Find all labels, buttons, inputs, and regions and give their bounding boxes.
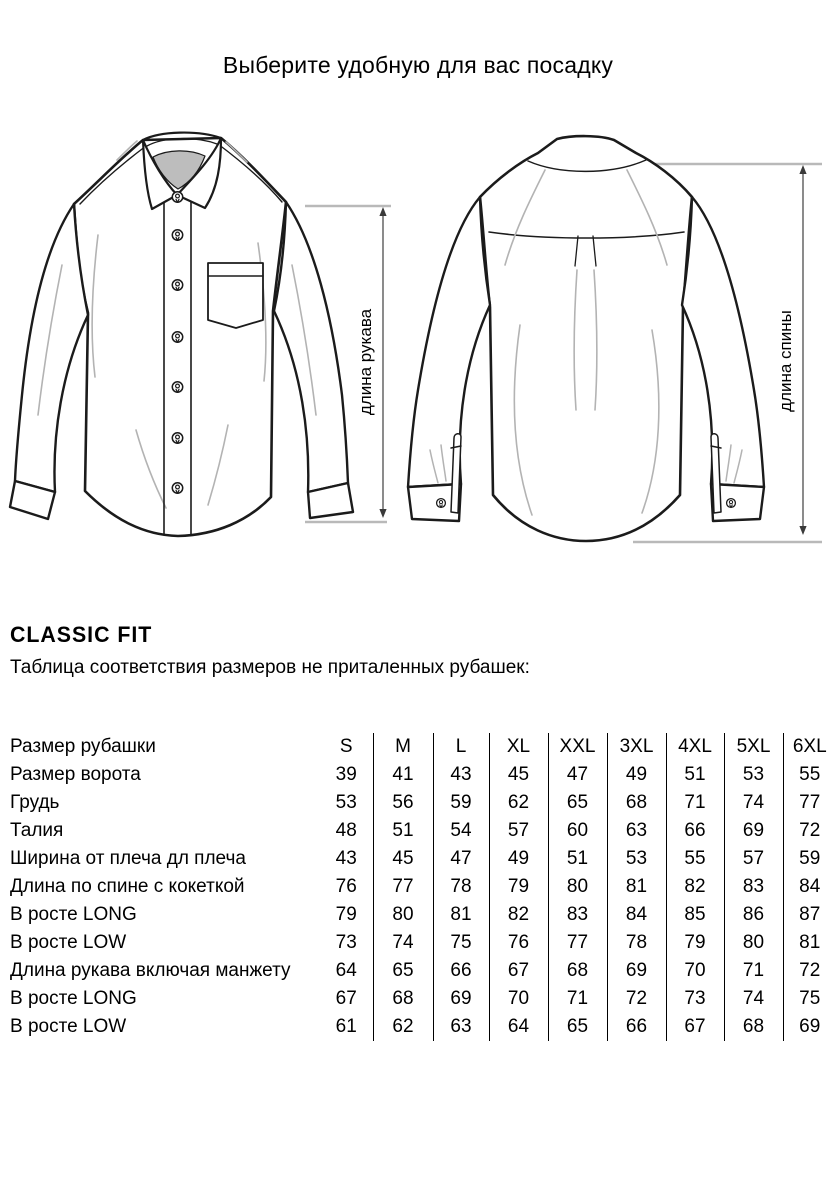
size-value-cell: 67: [666, 1013, 724, 1041]
size-value-cell: 66: [666, 817, 724, 845]
size-value-cell: 68: [607, 789, 666, 817]
size-table: [10, 733, 836, 1041]
size-value-cell: 73: [335, 932, 357, 953]
size-value-cell: 49: [489, 845, 548, 873]
table-row: [10, 789, 836, 817]
shirt-front-drawing: [10, 133, 353, 536]
row-label: В росте LONG: [10, 988, 137, 1009]
size-value-cell: 69: [783, 1013, 836, 1041]
chest-pocket: [208, 263, 263, 328]
size-value-cell: 84: [783, 873, 836, 901]
row-label: Размер ворота: [10, 764, 141, 785]
size-value-cell: 64: [335, 960, 357, 981]
sleeve-length-dimension: [356, 207, 387, 518]
size-value-cell: 72: [783, 817, 836, 845]
size-value-cell: 71: [548, 985, 607, 1013]
size-value-cell: 70: [666, 957, 724, 985]
size-value-cell: 55: [783, 761, 836, 789]
size-value-cell: 62: [373, 1013, 433, 1041]
size-value-cell: 74: [724, 789, 783, 817]
size-value-cell: 75: [433, 929, 489, 957]
size-value-cell: 72: [607, 985, 666, 1013]
size-value-cell: 65: [373, 957, 433, 985]
table-row: [10, 901, 836, 929]
size-value-cell: 73: [666, 985, 724, 1013]
size-value-cell: 83: [548, 901, 607, 929]
size-value-cell: 72: [783, 957, 836, 985]
size-value-cell: 39: [335, 764, 357, 785]
size-value-cell: 45: [489, 761, 548, 789]
size-value-cell: 78: [607, 929, 666, 957]
size-value-cell: 81: [433, 901, 489, 929]
size-value-cell: 53: [607, 845, 666, 873]
row-label: В росте LOW: [10, 932, 127, 953]
size-value-cell: 61: [335, 1016, 357, 1037]
size-value-cell: 65: [548, 789, 607, 817]
size-value-cell: 51: [666, 761, 724, 789]
row-label: Ширина от плеча дл плеча: [10, 848, 246, 869]
shirt-back-drawing: [408, 136, 764, 541]
size-value-cell: 79: [489, 873, 548, 901]
size-value-cell: 77: [783, 789, 836, 817]
size-value-cell: 79: [335, 904, 357, 925]
row-label: В росте LONG: [10, 904, 137, 925]
size-value-cell: 66: [433, 957, 489, 985]
size-value-cell: 51: [373, 817, 433, 845]
size-value-cell: 54: [433, 817, 489, 845]
row-label: Длина по спине с кокеткой: [10, 876, 245, 897]
table-row: [10, 845, 836, 873]
size-value-cell: S: [339, 736, 353, 757]
table-row: [10, 733, 836, 761]
row-label: Грудь: [10, 792, 60, 813]
row-label: Талия: [10, 820, 64, 841]
size-value-cell: 82: [666, 873, 724, 901]
fit-heading: CLASSIC FIT: [10, 622, 153, 647]
size-value-cell: 51: [548, 845, 607, 873]
table-row: [10, 929, 836, 957]
size-value-cell: 60: [548, 817, 607, 845]
size-value-cell: 57: [724, 845, 783, 873]
size-value-cell: 62: [489, 789, 548, 817]
size-value-cell: 81: [607, 873, 666, 901]
size-value-cell: 57: [489, 817, 548, 845]
row-label: Длина рукава включая манжету: [10, 960, 291, 981]
size-table-body: [10, 733, 836, 1041]
size-value-cell: 63: [433, 1013, 489, 1041]
size-value-cell: 55: [666, 845, 724, 873]
size-value-cell: 64: [489, 1013, 548, 1041]
size-value-cell: 68: [373, 985, 433, 1013]
size-value-cell: 87: [783, 901, 836, 929]
shirt-diagram: [0, 115, 836, 565]
size-value-cell: 59: [433, 789, 489, 817]
size-value-cell: 77: [373, 873, 433, 901]
size-value-cell: 49: [607, 761, 666, 789]
row-label: Размер рубашки: [10, 736, 156, 757]
back-length-dimension: [776, 165, 807, 535]
size-value-cell: 80: [373, 901, 433, 929]
back-length-label: длина спины: [776, 310, 795, 412]
size-value-cell: 48: [335, 820, 357, 841]
size-value-cell: 65: [548, 1013, 607, 1041]
fit-subtitle: Таблица соответствия размеров не приталенных рубашек:: [10, 657, 530, 678]
size-value-cell: 53: [335, 792, 357, 813]
size-value-cell: 76: [335, 876, 357, 897]
size-value-cell: 68: [548, 957, 607, 985]
size-value-cell: 4XL: [666, 733, 724, 761]
size-value-cell: 74: [724, 985, 783, 1013]
size-value-cell: 86: [724, 901, 783, 929]
size-value-cell: 41: [373, 761, 433, 789]
size-value-cell: 59: [783, 845, 836, 873]
size-value-cell: 69: [433, 985, 489, 1013]
size-value-cell: 79: [666, 929, 724, 957]
size-value-cell: 53: [724, 761, 783, 789]
size-value-cell: 3XL: [607, 733, 666, 761]
size-value-cell: 82: [489, 901, 548, 929]
size-value-cell: 68: [724, 1013, 783, 1041]
size-value-cell: 43: [335, 848, 357, 869]
table-row: [10, 873, 836, 901]
size-value-cell: 47: [548, 761, 607, 789]
size-value-cell: 67: [335, 988, 357, 1009]
size-value-cell: 77: [548, 929, 607, 957]
size-value-cell: 66: [607, 1013, 666, 1041]
size-value-cell: 81: [783, 929, 836, 957]
table-row: [10, 1013, 836, 1041]
size-value-cell: 83: [724, 873, 783, 901]
size-value-cell: 56: [373, 789, 433, 817]
size-value-cell: 69: [724, 817, 783, 845]
size-value-cell: XXL: [548, 733, 607, 761]
table-row: [10, 957, 836, 985]
size-value-cell: 80: [724, 929, 783, 957]
size-value-cell: 45: [373, 845, 433, 873]
row-label: В росте LOW: [10, 1016, 127, 1037]
size-value-cell: 63: [607, 817, 666, 845]
size-value-cell: 6XL: [783, 733, 836, 761]
page-title: Выберите удобную для вас посадку: [222, 52, 614, 78]
size-value-cell: 74: [373, 929, 433, 957]
size-value-cell: L: [433, 733, 489, 761]
table-row: [10, 817, 836, 845]
sleeve-length-label: длина рукава: [356, 308, 375, 416]
size-value-cell: 5XL: [724, 733, 783, 761]
table-row: [10, 761, 836, 789]
size-value-cell: 67: [489, 957, 548, 985]
size-value-cell: 85: [666, 901, 724, 929]
size-value-cell: 69: [607, 957, 666, 985]
size-value-cell: M: [373, 733, 433, 761]
size-value-cell: 43: [433, 761, 489, 789]
table-row: [10, 985, 836, 1013]
size-value-cell: 70: [489, 985, 548, 1013]
size-value-cell: 84: [607, 901, 666, 929]
size-value-cell: 80: [548, 873, 607, 901]
size-value-cell: 71: [724, 957, 783, 985]
size-value-cell: 76: [489, 929, 548, 957]
size-value-cell: 47: [433, 845, 489, 873]
size-value-cell: 71: [666, 789, 724, 817]
size-value-cell: XL: [489, 733, 548, 761]
size-value-cell: 78: [433, 873, 489, 901]
size-value-cell: 75: [783, 985, 836, 1013]
